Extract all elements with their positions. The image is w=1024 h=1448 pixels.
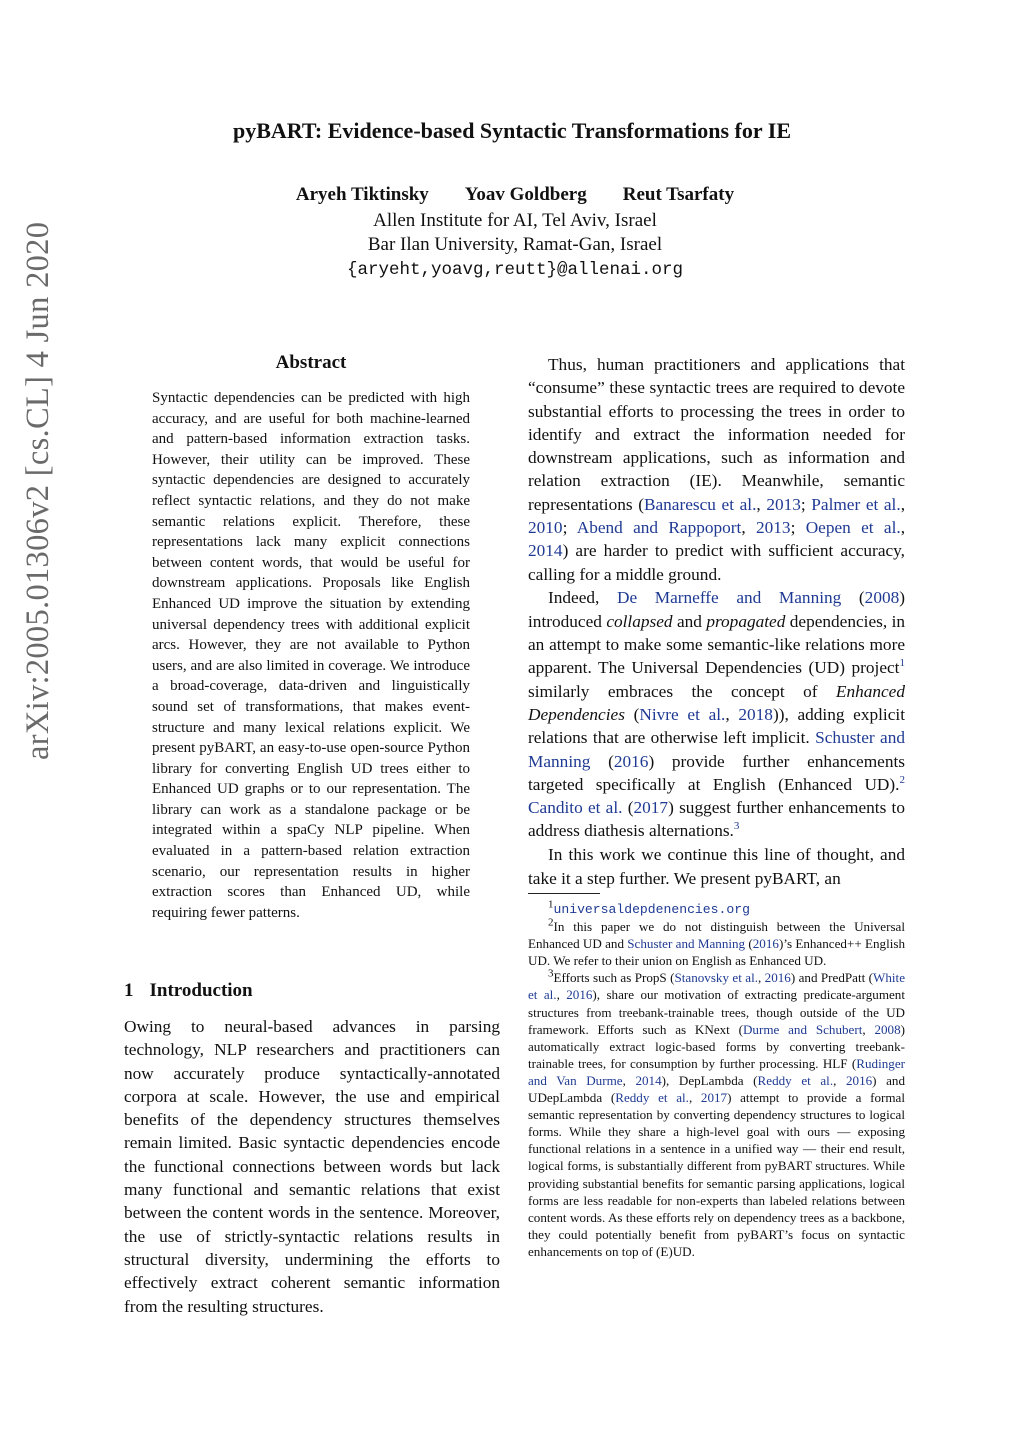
footnote: $^2$In this paper we do not distinguish between the Universal Enhanced UD and Schuster and Manning (2016)’s Enhanced++ English UD. We refer to their union on English as Enhanced UD.	[528, 916, 905, 969]
citation-link[interactable]: Banarescu et al.	[643, 494, 757, 514]
author-name: Yoav Goldberg	[464, 184, 587, 205]
citation-year[interactable]: 2016	[845, 1072, 873, 1088]
citation-year[interactable]: 2017	[700, 1090, 728, 1106]
footnote: $^3$Efforts such as PropS (Stanovsky et al., 2016) and PredPatt (White et al., 2016), share our motivation of extracting predicate-argument structures from treebank-trainable trees, though outside of the UD framework. Efforts such as KNext (Durme and Schubert, 2008) automatically extract logic-based forms by converting treebank-trainable trees, for consumption by further processing. HLF (Rudinger and Van Durme, 2014), DepLambda (Reddy et al., 2016) and UDepLambda (Reddy et al., 2017) attempt to provide a formal semantic representation by converting dependency structures to logical forms. While they share a high-level goal with ours — exposing functional relations in a sentence in a unified way — their end result, logical forms, is substantially different from pyBART structures. While providing substantial benefits for semantic parsing applications, logical forms are less readable for non-experts than labeled relations between content words. As these efforts rely on dependency trees as a backbone, they could potentially benefit from pyBART’s focus on syntactic enhancements on top of (E)UD.	[528, 968, 906, 1259]
citation-link[interactable]: Nivre et al.	[639, 704, 726, 724]
section-title: Introduction	[149, 980, 253, 1001]
citation-year[interactable]: 2010	[528, 518, 563, 538]
paragraph: In this work we continue this line of thought, and take it a step further. We present pyBART, an	[528, 845, 905, 888]
author-email: {aryeht,yoavg,reutt}@allenai.org	[346, 260, 684, 280]
arxiv-identifier: arXiv:2005.01306v2 [cs.CL] 4 Jun 2020	[20, 221, 56, 760]
intro-paragraph: Owing to neural-based advances in parsing technology, NLP researchers and practitioners can now accurately produce syntactically-annotated corpora at scale. However, the use and empirical benefits of the dependency structures themselves remain limited. Basic syntactic dependencies encode the functional connections between words but lack many functional and semantic relations that exist between the content words in the sentence. Moreover, the use of strictly-syntactic relations results in structural diversity, undermining the efforts to effectively extract coherent semantic information from the resulting structures.	[124, 1017, 500, 1316]
right-column	[528, 353, 905, 890]
citation-year[interactable]: 2013	[756, 518, 791, 538]
citation-year[interactable]: 2014	[528, 541, 563, 561]
footnote-url[interactable]: universaldepdenencies.org	[553, 902, 750, 917]
footnote-divider	[528, 893, 600, 894]
citation-year[interactable]: 2016	[752, 936, 779, 952]
citation-link[interactable]: De Marneffe and Manning	[616, 588, 842, 608]
paragraph: Thus, human practitioners and applications that “consume” these syntactic trees are required to devote substantial efforts to processing the trees in order to identify and extract the information needed for downstream applications, such as information and relation extraction (IE). Meanwhile, semantic representations (Banarescu et al., 2013; Palmer et al., 2010; Abend and Rappoport, 2013; Oepen et al., 2014) are harder to predict with sufficient accuracy, calling for a middle ground.	[528, 355, 906, 584]
citation-link[interactable]: Schuster and Manning	[528, 728, 905, 771]
affiliation: Allen Institute for AI, Tel Aviv, Israel	[373, 210, 657, 231]
citation-year[interactable]: 2008	[874, 1021, 901, 1037]
abstract-text: Syntactic dependencies can be predicted with high accuracy, and are useful for both machine-learned and pattern-based information extraction tasks. However, their utility can be improved. These syntactic dependencies are designed to accurately reflect syntactic relations, and they do not make semantic relations explicit. Therefore, these representations lack many explicit connections between content words, that would be useful for downstream applications. Proposals like English Enhanced UD improve the situation by extending universal dependency trees with additional explicit arcs. However, they are not available to Python users, and are also limited in coverage. We introduce a broad-coverage, data-driven and linguistically sound set of transformations, that makes event-structure and many lexical relations explicit. We present pyBART, an easy-to-use open-source Python library for converting English UD trees either to Enhanced UD graphs or to our representation. The library can work as a standalone package or be integrated within a spaCy NLP pipeline. When evaluated in a pattern-based relation extraction scenario, our representation results in higher extraction scores than Enhanced UD, while requiring fewer patterns.	[152, 390, 470, 921]
citation-link[interactable]: Oepen et al.	[805, 518, 901, 538]
abstract-heading: Abstract	[275, 352, 347, 373]
citation-link[interactable]: Stanovsky et al.	[674, 970, 758, 986]
footnote: $^1$universaldepdenencies.org	[548, 898, 750, 917]
affiliation: Bar Ilan University, Ramat-Gan, Israel	[367, 234, 663, 255]
author-list	[0, 184, 1024, 206]
section-heading	[124, 980, 253, 1002]
citation-year[interactable]: 2017	[633, 798, 669, 818]
citation-year[interactable]: 2013	[766, 494, 801, 514]
citation-link[interactable]: Palmer et al.	[811, 494, 901, 514]
paragraph: Indeed, De Marneffe and Manning (2008) introduced collapsed and propagated dependencies, in an attempt to make some semantic-like relations more apparent. The Universal Dependencies (UD) project$^1$ similarly embraces the concept of Enhanced Dependencies (Nivre et al., 2018)), adding explicit relations that are otherwise left implicit. Schuster and Manning (2016) provide further enhancements targeted specifically at English (Enhanced UD).$^2$ Candito et al. (2017) suggest further enhancements to address diathesis alternations.$^3$	[528, 588, 906, 841]
citation-year[interactable]: 2016	[764, 970, 791, 986]
citation-year[interactable]: 2016	[613, 751, 649, 771]
citation-link[interactable]: Reddy et al.	[615, 1090, 689, 1106]
citation-link[interactable]: Candito et al.	[528, 798, 623, 818]
citation-year[interactable]: 2016	[566, 987, 593, 1003]
footnote-marker[interactable]: 1	[899, 657, 905, 670]
citation-link[interactable]: Schuster and Manning	[627, 936, 746, 952]
paper-title: pyBART: Evidence-based Syntactic Transformations for IE	[232, 118, 791, 143]
citation-link[interactable]: Durme and Schubert	[742, 1021, 863, 1037]
footnote-marker[interactable]: 3	[733, 820, 740, 833]
citation-link[interactable]: White et al.	[528, 970, 906, 1003]
footnotes	[528, 900, 905, 1260]
citation-year[interactable]: 2018	[738, 704, 773, 724]
author-name: Reut Tsarfaty	[622, 184, 735, 205]
section-number: 1	[124, 980, 134, 1001]
citation-year[interactable]: 2008	[864, 588, 900, 608]
author-name: Aryeh Tiktinsky	[295, 184, 429, 205]
citation-link[interactable]: Rudinger and Van Durme	[528, 1055, 905, 1088]
citation-link[interactable]: Reddy et al.	[757, 1072, 834, 1088]
footnote-marker[interactable]: 2	[899, 774, 905, 787]
citation-link[interactable]: Abend and Rappoport	[576, 518, 742, 538]
citation-year[interactable]: 2014	[635, 1072, 662, 1088]
